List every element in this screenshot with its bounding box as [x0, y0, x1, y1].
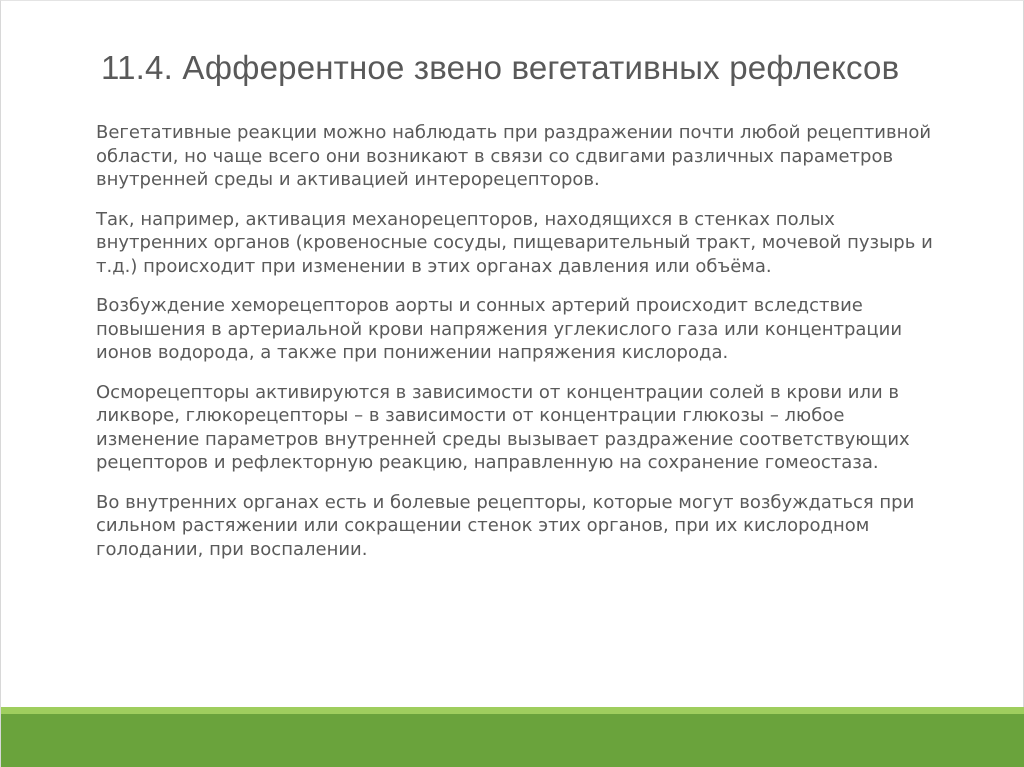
paragraph-3: Возбуждение хеморецепторов аорты и сонных артерий происходит вследствие повышения в артериальной крови напряжения углекислого газа или концентрации ионов водорода, а также при понижении напряжения кислорода. — [96, 295, 903, 363]
slide-body — [96, 121, 946, 577]
paragraph-5: Во внутренних органах есть и болевые рецепторы, которые могут возбуждаться при сильном растяжении или сокращении стенок этих органов, при их кислородном голодании, при воспалении. — [96, 491, 915, 560]
footer-accent-band — [1, 707, 1024, 714]
paragraph-1: Вегетативные реакции можно наблюдать при раздражении почти любой рецептивной области, но чаще всего они возникают в связи со сдвигами различных параметров внутренней среды и активацией интерорецепторов. — [96, 122, 932, 190]
paragraph-4: Осморецепторы активируются в зависимости от концентрации солей в крови или в ликворе, глюкорецепторы – в зависимости от концентрации глюкозы – любое изменение параметров внутренней среды вызывает раздражение соответствующих рецепторов и рефлекторную реакцию, направленную на сохранение гомеостаза. — [96, 381, 910, 473]
footer-band — [1, 714, 1024, 767]
slide-title: 11.4. Афферентное звено вегетативных рефлексов — [101, 49, 900, 86]
paragraph-2: Так, например, активация механорецепторов, находящихся в стенках полых внутренних органов (кровеносные сосуды, пищеварительный тракт, мочевой пузырь и т.д.) происходит при изменении в этих органах давления или объёма. — [96, 208, 933, 277]
